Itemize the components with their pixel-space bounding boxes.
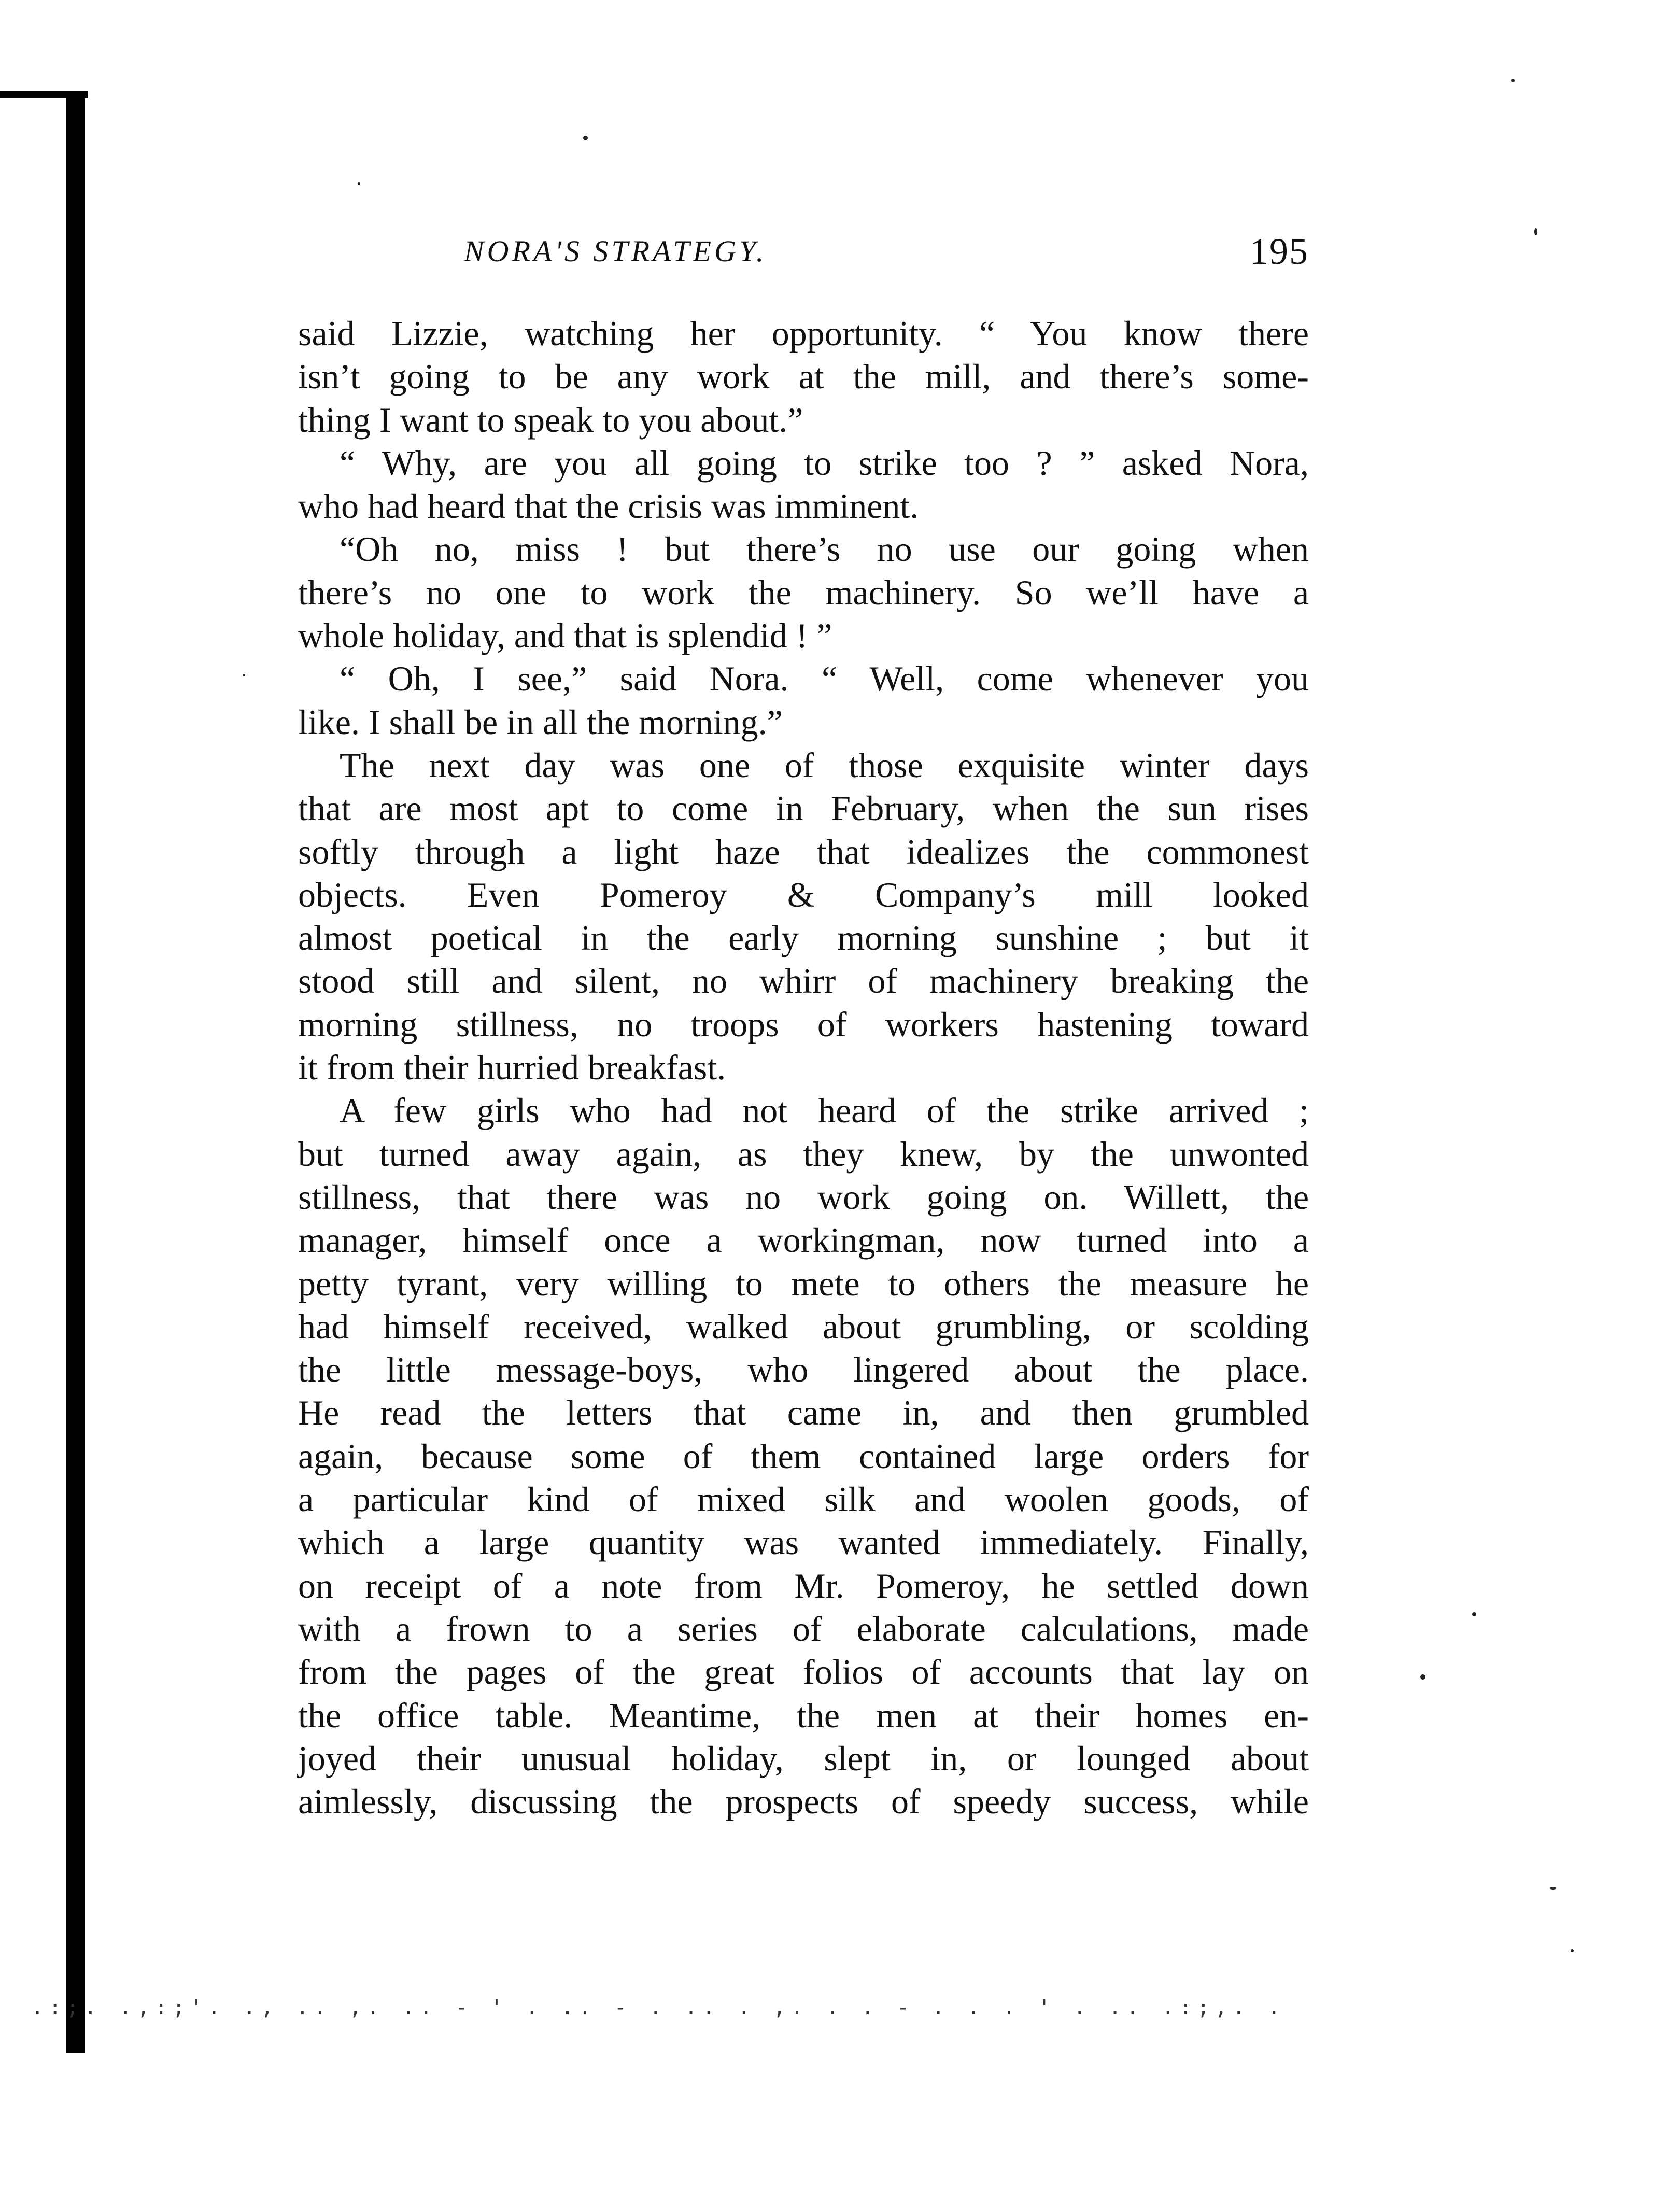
text-line: the office table. Meantime, the men at their homes en-: [298, 1695, 1309, 1735]
text-line: like. I shall be in all the morning.”: [298, 702, 783, 742]
text-line: “ Oh, I see,” said Nora. “ Well, come whenever you: [340, 659, 1309, 699]
text-line: “Oh no, miss ! but there’s no use our going when: [340, 529, 1309, 569]
scan-speck: [1534, 228, 1537, 235]
scan-speck: [1511, 79, 1515, 82]
text-line: stillness, that there was no work going on. Willett, the: [298, 1177, 1309, 1217]
text-line: that are most apt to come in February, when the sun rises: [298, 788, 1309, 828]
scan-speck: [583, 136, 588, 140]
text-line: A few girls who had not heard of the strike arrived ;: [340, 1091, 1309, 1131]
page-number: 195: [1250, 231, 1309, 272]
running-title: NORA'S STRATEGY.: [464, 234, 767, 268]
text-line: manager, himself once a workingman, now turned into a: [298, 1220, 1309, 1260]
scan-speck: [1571, 1949, 1574, 1952]
text-line: again, because some of them contained large orders for: [298, 1436, 1309, 1476]
text-line: said Lizzie, watching her opportunity. “ You know there: [298, 314, 1309, 353]
scan-speck: [358, 182, 360, 185]
text-line: thing I want to speak to you about.”: [298, 400, 803, 440]
text-line: which a large quantity was wanted immediately. Finally,: [298, 1523, 1309, 1562]
binding-edge-shadow: [66, 93, 85, 2053]
scan-noise-strip: .:;. .,:;'. ., .. ,. .. - ' . .. - . .. . ,. . . - . . . ' . .. .:;,. .: [31, 1996, 1286, 2020]
scan-speck: [1472, 1612, 1476, 1616]
text-line: with a frown to a series of elaborate calculations, made: [298, 1609, 1309, 1648]
scan-speck: [243, 674, 245, 676]
text-line: aimlessly, discussing the prospects of speedy success, while: [298, 1782, 1309, 1822]
text-line: almost poetical in the early morning sunshine ; but it: [298, 918, 1309, 958]
text-line: a particular kind of mixed silk and woolen goods, of: [298, 1479, 1309, 1519]
text-line: “ Why, are you all going to strike too ? ” asked Nora,: [340, 443, 1309, 483]
text-line: it from their hurried breakfast.: [298, 1048, 726, 1088]
text-line: objects. Even Pomeroy & Company’s mill looked: [298, 875, 1309, 914]
text-line: the little message-boys, who lingered about the place.: [298, 1350, 1309, 1390]
text-line: morning stillness, no troops of workers hastening toward: [298, 1004, 1309, 1044]
text-line: stood still and silent, no whirr of machinery breaking the: [298, 961, 1309, 1001]
running-header: [298, 228, 1309, 275]
scan-speck: [1420, 1674, 1425, 1680]
text-line: isn’t going to be any work at the mill, and there’s some-: [298, 357, 1309, 397]
scan-speck: [1550, 1887, 1556, 1890]
text-line: The next day was one of those exquisite winter days: [340, 745, 1309, 785]
text-line: joyed their unusual holiday, slept in, or lounged about: [298, 1738, 1309, 1778]
text-line: had himself received, walked about grumbling, or scolding: [298, 1306, 1309, 1346]
text-line: whole holiday, and that is splendid ! ”: [298, 616, 832, 656]
text-line: there’s no one to work the machinery. So we’ll have a: [298, 572, 1309, 612]
text-line: who had heard that the crisis was imminent.: [298, 486, 919, 526]
text-line: He read the letters that came in, and then grumbled: [298, 1393, 1309, 1433]
body-text: [298, 312, 1309, 1823]
text-line: but turned away again, as they knew, by the unwonted: [298, 1134, 1309, 1174]
text-line: petty tyrant, very willing to mete to others the measure he: [298, 1263, 1309, 1303]
text-line: from the pages of the great folios of accounts that lay on: [298, 1652, 1309, 1692]
text-line: on receipt of a note from Mr. Pomeroy, he settled down: [298, 1566, 1309, 1605]
text-line: softly through a light haze that idealizes the commonest: [298, 831, 1309, 871]
